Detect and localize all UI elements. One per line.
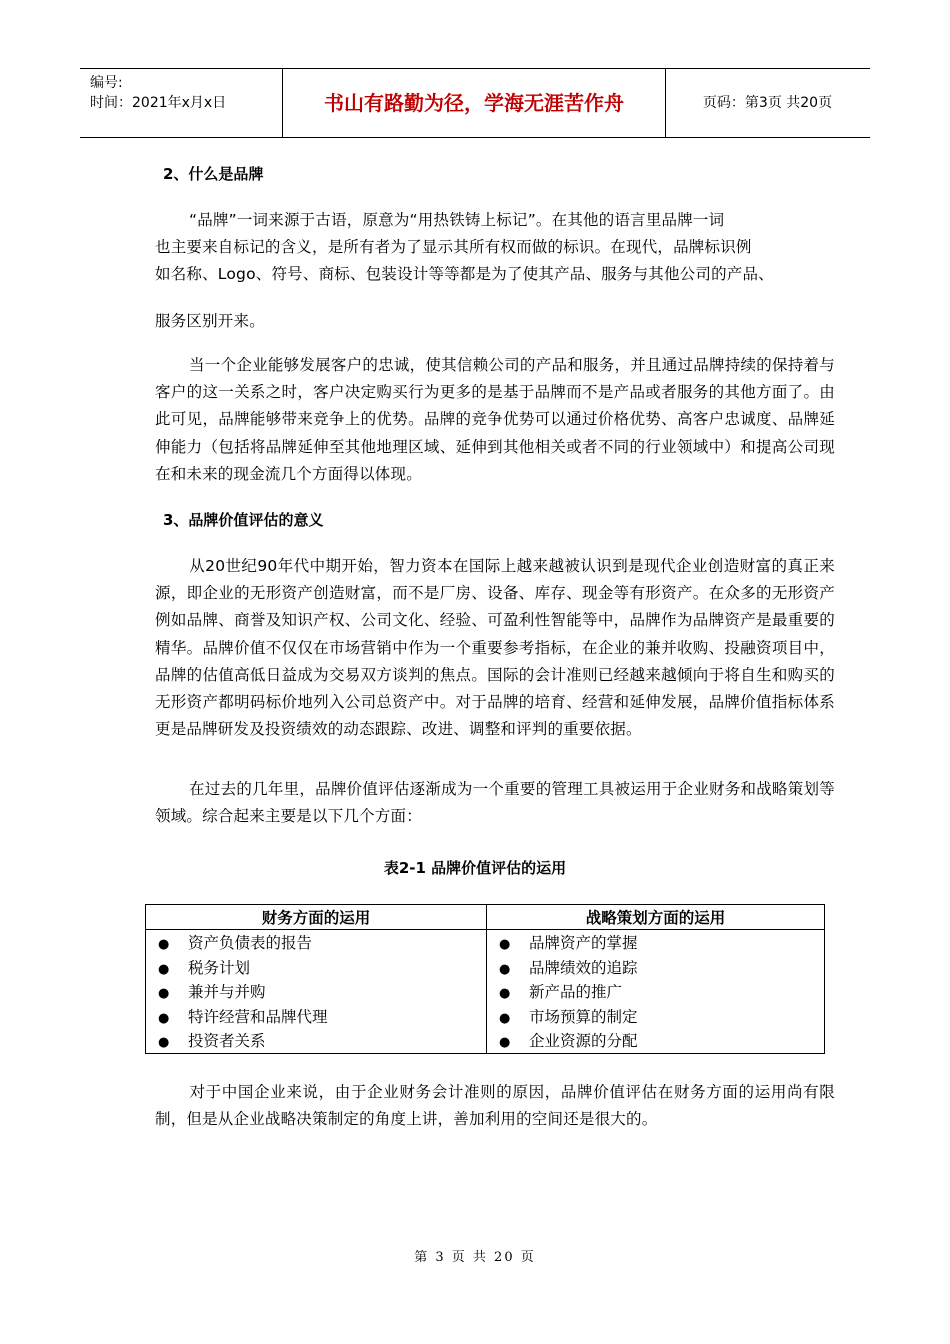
- cell: 特许经营和品牌代理: [188, 1007, 328, 1026]
- section-2-para-1-tail: 服务区别开来。: [155, 312, 265, 330]
- section-3-para-2: 在过去的几年里，品牌价值评估逐渐成为一个重要的管理工具被运用于企业财务和战略策划等领域。综合起来主要是以下几个方面：: [155, 780, 835, 826]
- time-label: 时间：2021年x月x日: [90, 95, 227, 111]
- bullet-icon: ●: [158, 961, 170, 977]
- table-row: [146, 1004, 825, 1029]
- bullet-icon: ●: [499, 937, 511, 953]
- brand-value-table: [145, 904, 825, 1054]
- cell: 品牌资产的掌握: [529, 934, 638, 953]
- table-row: [146, 930, 825, 955]
- table-row: [146, 955, 825, 980]
- page-header: [80, 68, 870, 138]
- page-footer: 第 3 页 共 20 页: [414, 1250, 536, 1265]
- bullet-icon: ●: [158, 986, 170, 1002]
- table-row: [146, 1028, 825, 1053]
- header-motto: 书山有路勤为径，学海无涯苦作舟: [324, 91, 624, 115]
- cell: 兼并与并购: [188, 983, 266, 1002]
- table-row: [146, 979, 825, 1004]
- table-caption: 表2-1 品牌价值评估的运用: [383, 859, 567, 877]
- section-3-para-3: 对于中国企业来说，由于企业财务会计准则的原因，品牌价值评估在财务方面的运用尚有限制，但是从企业战略决策制定的角度上讲，善加利用的空间还是很大的。: [155, 1083, 835, 1129]
- table-header-row: [146, 905, 825, 930]
- cell: 企业资源的分配: [529, 1032, 638, 1051]
- cell: 税务计划: [188, 958, 251, 977]
- cell: 资产负债表的报告: [188, 934, 313, 953]
- number-label: 编号:: [90, 75, 123, 91]
- bullet-icon: ●: [158, 1010, 170, 1026]
- cell: 新产品的推广: [529, 983, 623, 1002]
- bullet-icon: ●: [499, 1010, 511, 1026]
- bullet-icon: ●: [158, 1035, 170, 1051]
- header-meta: [90, 73, 226, 113]
- section-3-para-1: 从20世纪90年代中期开始，智力资本在国际上越来越被认识到是现代企业创造财富的真正来源，即企业的无形资产创造财富，而不是厂房、设备、库存、现金等有形资产。在众多的无形资产例如品牌、商誉及知识产权、公司文化、经验、可盈利性智能等中，品牌作为品牌资产是最重要的精华。品牌价值不仅仅在市场营销中作为一个重要参考指标，在企业的兼并收购、投融资项目中，品牌的估值高低日益成为交易双方谈判的焦点。国际的会计准则已经越来越倾向于将自生和购买的无形资产都明码标价地列入公司总资产中。对于品牌的培育、经营和延伸发展，品牌价值指标体系更是品牌研发及投资绩效的动态跟踪、改进、调整和评判的重要依据。: [155, 557, 835, 739]
- bullet-icon: ●: [158, 937, 170, 953]
- para-line: 如名称、Logo、符号、商标、包装设计等等都是为了使其产品、服务与其他公司的产品、: [155, 265, 774, 284]
- table-header-strategy: 战略策划方面的运用: [487, 905, 825, 930]
- bullet-icon: ●: [499, 1035, 511, 1051]
- cell: 市场预算的制定: [529, 1007, 638, 1026]
- section-2-para-1: [155, 207, 835, 289]
- cell: 投资者关系: [188, 1032, 266, 1051]
- section-3-title: 3、品牌价值评估的意义: [163, 511, 324, 529]
- section-2-para-2: 当一个企业能够发展客户的忠诚，使其信赖公司的产品和服务，并且通过品牌持续的保持着与客户的这一关系之时，客户决定购买行为更多的是基于品牌而不是产品或者服务的其他方面了。由此可见，品牌能够带来竞争上的优势。品牌的竞争优势可以通过价格优势、高客户忠诚度、品牌延伸能力（包括将品牌延伸至其他地理区域、延伸到其他相关或者不同的行业领域中）和提高公司现在和未来的现金流几个方面得以体现。: [155, 356, 835, 483]
- header-page-label: 页码：第3页 共20页: [702, 95, 833, 111]
- cell: 品牌绩效的追踪: [529, 958, 638, 977]
- table-header-finance: 财务方面的运用: [146, 905, 487, 930]
- para-line: “品牌”一词来源于古语，原意为“用热铁铸上标记”。在其他的语言里品牌一词: [189, 211, 725, 229]
- section-2-title: 2、什么是品牌: [163, 165, 264, 183]
- bullet-icon: ●: [499, 961, 511, 977]
- bullet-icon: ●: [499, 986, 511, 1002]
- para-line: 也主要来自标记的含义，是所有者为了显示其所有权而做的标识。在现代，品牌标识例: [155, 238, 752, 257]
